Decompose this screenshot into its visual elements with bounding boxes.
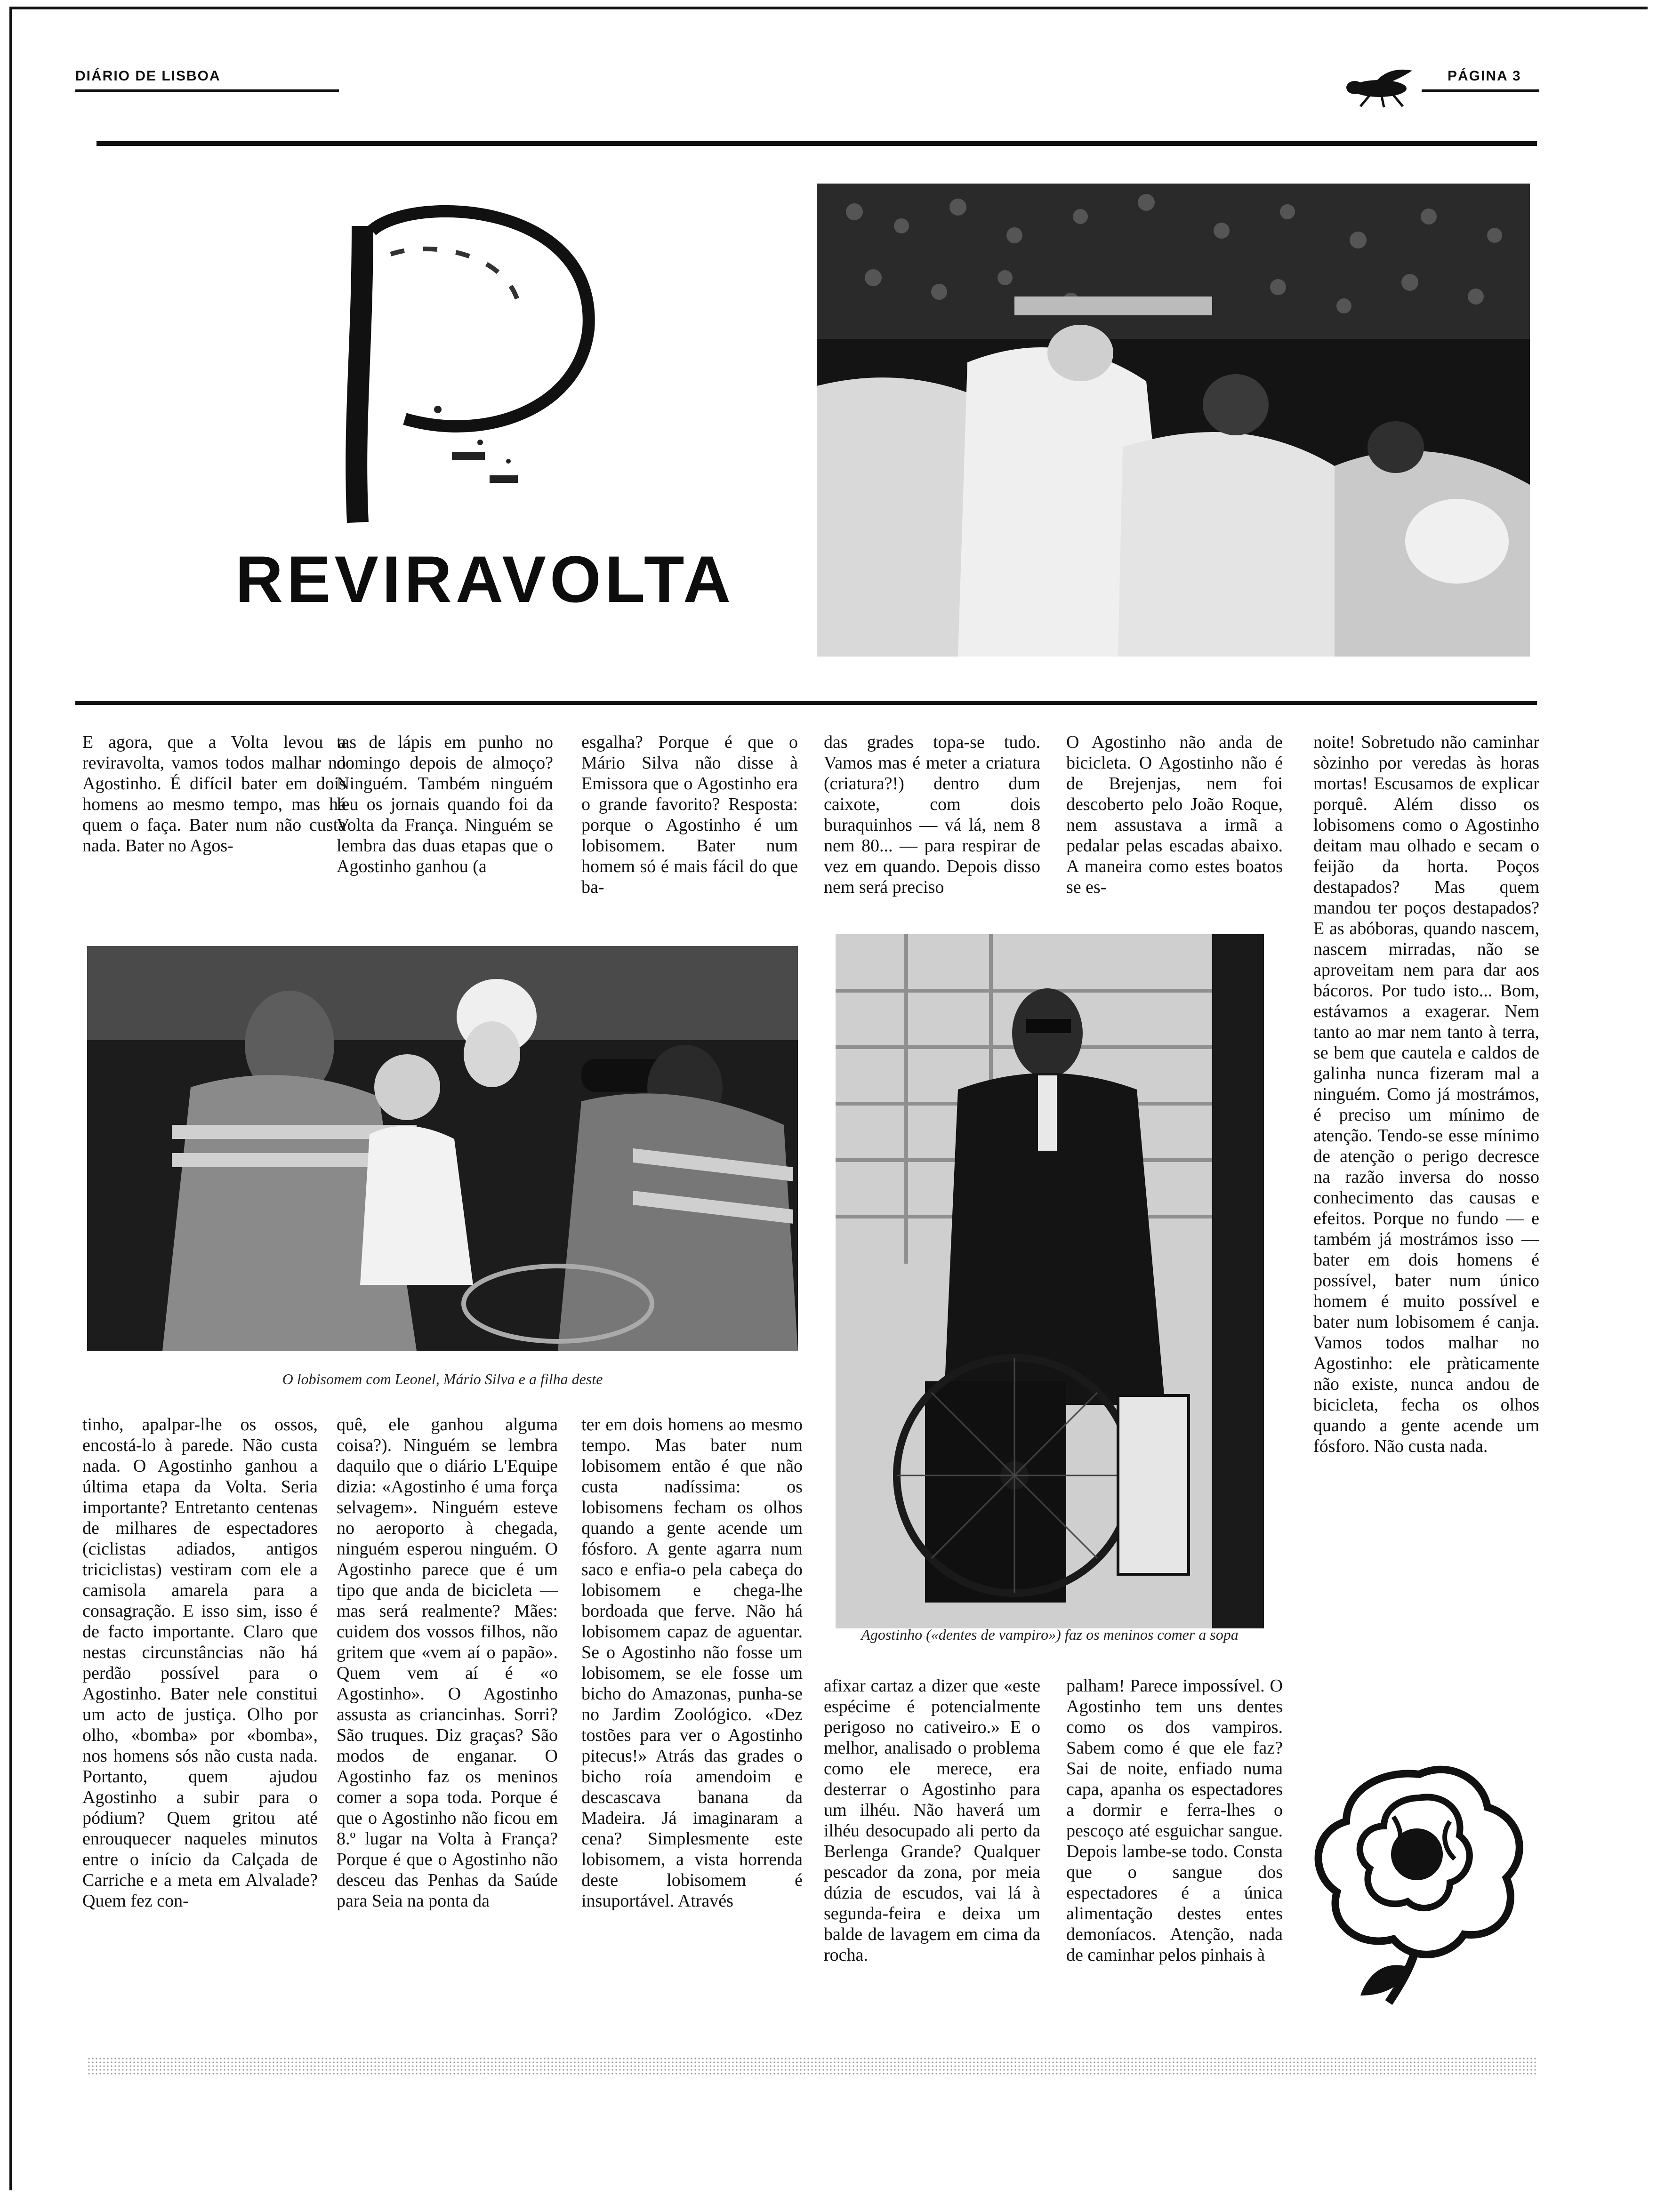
fly-icon [1337,66,1417,108]
column-bottom-4: afixar cartaz a dizer que «este espécime é potencialmente perigoso no cativeiro.» E o melhor, analisado o problema como ele merece, era desterrar o Agostinho para um ilhéu. Não haverá um ilhéu desocupado ali perto da Berlenga Grande? Qualquer pescador da zona, por meia dúzia de escudos, vai lá à segunda-feira e deixa um balde de lavagem em cima da rocha. [824,1676,1040,1965]
section-rule-mid [75,701,1537,705]
column-right: noite! Sobretudo não caminhar sòzinho por veredas às horas mortas! Escusamos de explicar porquê. Além disso os lobisomens como o Agostinho deitam mau olhado e secam o feijão da horta. Poços destapados? Mas quem mandou ter poços destapados? E as abóboras, quando nascem, nascem mirradas, não se aproveitam nem para dar aos bácoros. Por tudo isto... Bom, estávamos a exagerar. Nem tanto ao mar nem tanto à terra, se bem que cautela e caldos de galinha nunca fizeram mal a ninguém. Como já mostrámos, é preciso um mínimo de atenção. Tendo-se esse mínimo de atenção o perigo decresce na razão inversa do nosso conhecimento das causas e efeitos. Porque no fundo — e também já mostrámos isso — bater em dois homens é possível, bater num único homem é muito possível e bater num lobisomem é canja. Vamos todos malhar no Agostinho: ele pràticamente não existe, nunca andou de bicicleta, fecha os olhos quando a gente acende um fósforo. Não custa nada. [1313,732,1539,1456]
column-top-3: esgalha? Porque é que o Mário Silva não disse à Emissora que o Agostinho era o grande favorito? Resposta: porque o Agostinho é um lobisomem. Bater num homem só é mais fácil do que ba- [581,732,798,897]
top-border [9,7,1648,9]
column-top-2: tas de lápis em punho no domingo depois de almoço? Ninguém. Também ninguém leu os jornais quando foi da Volta da França. Ninguém se lembra das duas etapas que o Agostinho ganhou (a [337,732,553,876]
column-bottom-1: tinho, apalpar-lhe os ossos, encostá-lo à parede. Não custa nada. O Agostinho ganhou a última etapa da Volta. Seria importante? Entretanto centenas de milhares de espectadores (ciclistas adiados, antigos triciclistas) vestiram com ele a camisola amarela para a consagração. E isso sim, isso é de facto importante. Claro que nestas circunstâncias não há perdão possível para o Agostinho. Bater nele constitui um acto de justiça. Olho por olho, «bomba» por «bomba», nos homens sós não custa nada. Portanto, quem ajudou Agostinho a subir para o pódium? Quem gritou até enrouquecer naqueles minutos entre o início da Calçada de Carriche e a meta em Alvalade? Quem fez con- [82,1415,318,1911]
crowd-photo [817,184,1530,657]
column-bottom-3: ter em dois homens ao mesmo tempo. Mas bater num lobisomem então é que não custa nadíssima: os lobisomens fecham os olhos quando a gente acende um fósforo. A gente agarra num saco e enfia-o pela cabeça do lobisomem e chega-lhe bordoada que ferve. Não há lobisomem capaz de aguentar. Se o Agostinho não fosse um lobisomem, se ele fosse um bicho do Amazonas, punha-se no Jardim Zoológico. «Dez tostões para ver o Agostinho pitecus!» Atrás das grades o bicho roía amendoim e descascava banana da Madeira. Já imaginaram a cena? Simplesmente este lobisomem, a vista horrenda deste lobisomem é insuportável. Através [581,1415,803,1911]
section-rule-top [97,141,1537,146]
stylized-letter-p [282,198,621,527]
column-top-5: O Agostinho não anda de bicicleta. O Agostinho não é de Brejenjas, nem foi descoberto pelo João Roque, nem assustava a irmã a pedalar pelas escadas abaixo. A maneira como estes boatos se es- [1066,732,1283,897]
column-bottom-5: palham! Parece impossível. O Agostinho tem uns dentes como os dos vampiros. Sabem como é que ele faz? Sai de noite, enfiado numa capa, apanha os espectadores a dormir e ferra-lhes o pescoço até esguichar sangue. Depois lambe-se todo. Consta que o sangue dos espectadores é a única alimentação destes entes demoníacos. Atenção, nada de caminhar pelos pinhais à [1066,1676,1283,1965]
flower-illustration [1309,1760,1530,2005]
caption-agostinho-photo: Agostinho («dentes de vampiro») faz os meninos comer a sopa [861,1626,1239,1643]
column-top-1: E agora, que a Volta levou a reviravolta, vamos todos malhar no Agostinho. É difícil bater em dois homens ao mesmo tempo, mas há quem o faça. Bater num não custa nada. Bater no Agos- [82,732,346,856]
column-top-4: das grades topa-se tudo. Vamos mas é meter a criatura (criatura?!) dentro dum caixote, com dois buraquinhos — vá lá, nem 8 nem 80... — para respirar de vez em quando. Depois disso nem será preciso [824,732,1040,897]
bottom-dotted-band [87,2057,1537,2076]
man-with-bicycle-photo [836,934,1264,1628]
caption-group-photo: O lobisomem com Leonel, Mário Silva e a filha deste [282,1370,603,1387]
masthead-underline-left [75,89,339,92]
headline-title: REVIRAVOLTA [235,542,735,616]
masthead-underline-right [1422,89,1539,92]
page-label: PÁGINA 3 [1448,68,1521,84]
paper-name: DIÁRIO DE LISBOA [75,68,221,84]
column-bottom-2: quê, ele ganhou alguma coisa?). Ninguém se lembra daquilo que o diário L'Equipe dizia: «Agostinho é uma força selvagem». Ninguém esteve no aeroporto à chegada, ninguém esperou ninguém. O Agostinho parece que é um tipo que anda de bicicleta — mas será realmente? Mães: cuidem dos vossos filhos, não gritem que «vem aí o papão». Quem vem aí é «o Agostinho». O Agostinho assusta as criancinhas. Sorri? São truques. Diz graças? São modos de enganar. O Agostinho faz os meninos comer a sopa toda. Porque é que o Agostinho não ficou em 8.º lugar na Volta à França? Porque é que o Agostinho não desceu das Penhas da Saúde para Seia na ponta da [337,1415,558,1911]
left-border [9,7,12,2190]
cyclists-group-photo [87,946,798,1351]
